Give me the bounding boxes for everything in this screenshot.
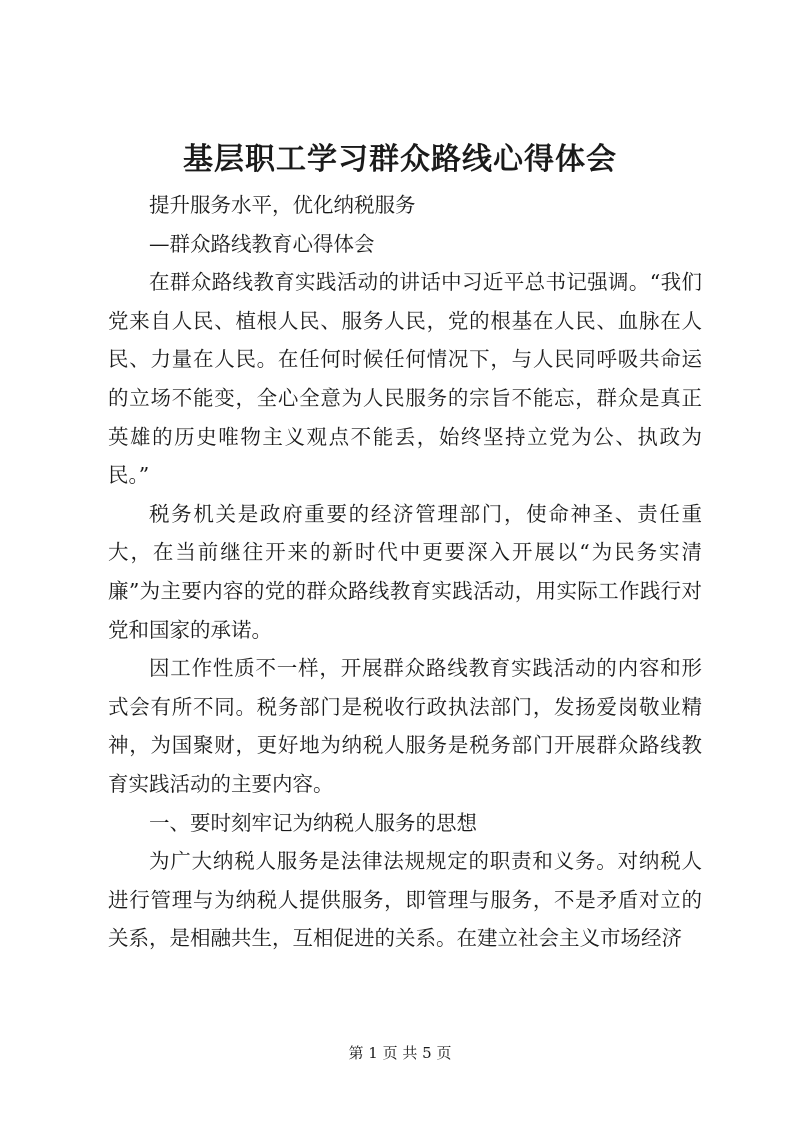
paragraph-work-nature: 因工作性质不一样，开展群众路线教育实践活动的内容和形式会有所不同。税务部门是税收行政执法部门，发扬爱岗敬业精神，为国聚财，更好地为纳税人服务是税务部门开展群众路线教育实践活动的主要内容。 — [108, 656, 702, 796]
paragraph-subheading: —群众路线教育心得体会 — [149, 231, 375, 256]
paragraph-tax-authority: 税务机关是政府重要的经济管理部门，使命神圣、责任重大，在当前继往开来的新时代中更要深入开展以“为民务实清廉”为主要内容的党的群众路线教育实践活动，用实际工作践行对党和国家的承诺。 — [108, 501, 702, 642]
paragraph-subtitle: 提升服务水平，优化纳税服务 — [149, 193, 416, 217]
page-number: 第 1 页 共 5 页 — [348, 1044, 452, 1062]
document-title: 基层职工学习群众路线心得体会 — [183, 142, 617, 177]
paragraph-quote: 在群众路线教育实践活动的讲话中习近平总书记强调。“我们党来自人民、植根人民、服务人民，党的根基在人民、血脉在人民、力量在人民。在任何时候任何情况下，与人民同呼吸共命运的立场不能变，全心全意为人民服务的宗旨不能忘，群众是真正英雄的历史唯物主义观点不能丢，始终坚持立党为公、执政为民。” — [108, 270, 702, 488]
paragraph-service-duty: 为广大纳税人服务是法律法规规定的职责和义务。对纳税人进行管理与为纳税人提供服务，即管理与服务，不是矛盾对立的关系，是相融共生，互相促进的关系。在建立社会主义市场经济 — [108, 849, 702, 951]
section-heading-one: 一、要时刻牢记为纳税人服务的思想 — [149, 810, 477, 835]
document-body — [108, 186, 702, 958]
